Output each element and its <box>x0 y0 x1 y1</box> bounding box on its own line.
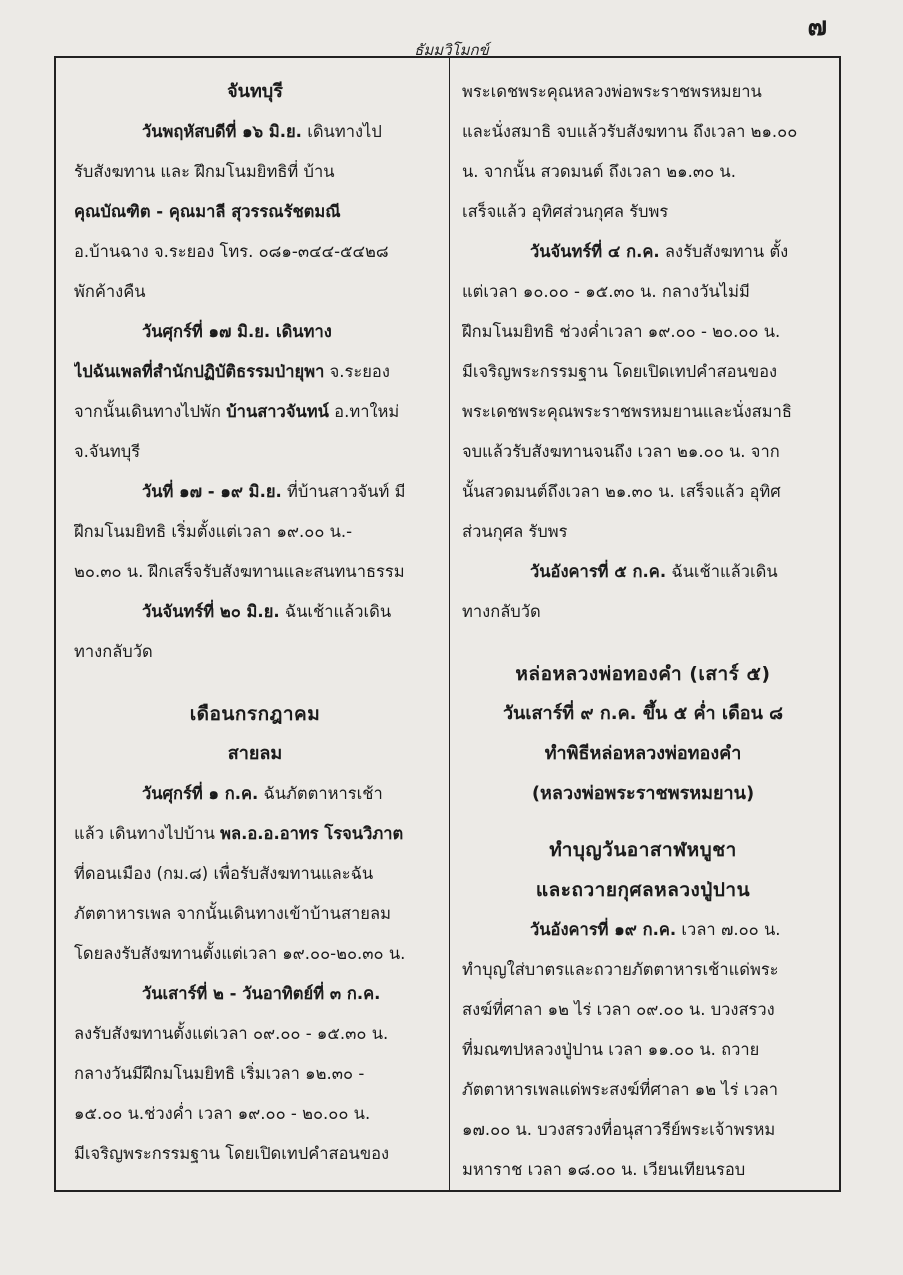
text-line: ส่วนกุศล รับพร <box>462 522 568 541</box>
date-heading: วันจันทร์ที่ ๒๐ มิ.ย. <box>142 602 280 621</box>
event-date: วันเสาร์ที่ ๙ ก.ค. ขึ้น ๕ ค่ำ เดือน ๘ <box>502 703 784 724</box>
text-line <box>74 472 436 512</box>
date-heading: วันศุกร์ที่ ๑๗ มิ.ย. เดินทาง <box>142 322 332 341</box>
column-divider <box>449 58 450 1190</box>
text-run: ลงรับสังฆทาน ตั้ง <box>659 242 789 261</box>
text-line: และนั่งสมาธิ จบแล้วรับสังฆทาน ถึงเวลา ๒๑.๐๐ <box>462 122 798 141</box>
text-line <box>74 192 436 232</box>
event-subheading: (หลวงพ่อพระราชพรหมยาน) <box>531 783 755 804</box>
text-line: โดยลงรับสังฆทานตั้งแต่เวลา ๑๙.๐๐-๒๐.๓๐ น. <box>74 944 406 963</box>
text-line: อ.บ้านฉาง จ.ระยอง โทร. ๐๘๑-๓๔๔-๕๔๒๘ <box>74 242 389 261</box>
event-heading: ทำบุญวันอาสาฬหบูชา <box>549 839 737 861</box>
running-header: ธัมมวิโมกข์ <box>414 41 489 59</box>
event-subheading: ทำพิธีหล่อหลวงพ่อทองคำ <box>544 743 742 764</box>
section-heading: สายลม <box>227 743 283 764</box>
text-line: พักค้างคืน <box>74 282 146 301</box>
text-line <box>462 910 824 950</box>
text-line: ทางกลับวัด <box>462 602 541 621</box>
text-line: ทางกลับวัด <box>74 642 153 661</box>
text-line: จบแล้วรับสังฆทานจนถึง เวลา ๒๑.๐๐ น. จาก <box>462 442 780 461</box>
place-name: ไปฉันเพลที่สำนักปฏิบัติธรรมป่ายุพา <box>74 362 325 381</box>
text-run: แล้ว เดินทางไปบ้าน <box>74 824 221 843</box>
right-column <box>462 72 824 1190</box>
page-frame <box>54 56 841 1192</box>
text-line: นั้นสวดมนต์ถึงเวลา ๒๑.๓๐ น. เสร็จแล้ว อุทิศ <box>462 482 781 501</box>
date-heading: วันศุกร์ที่ ๑ ก.ค. <box>142 784 259 803</box>
text-line: สงฆ์ที่ศาลา ๑๒ ไร่ เวลา ๐๙.๐๐ น. บวงสรวง <box>462 1000 775 1019</box>
text-line <box>462 232 824 272</box>
text-line: ฝึกมโนมยิทธิ ช่วงค่ำเวลา ๑๙.๐๐ - ๒๐.๐๐ น. <box>462 322 781 341</box>
text-line: พระเดชพระคุณพระราชพรหมยานและนั่งสมาธิ <box>462 402 792 421</box>
host-name: พล.อ.อ.อาทร โรจนวิภาต <box>220 824 404 843</box>
event-heading: และถวายกุศลหลวงปู่ปาน <box>535 879 751 901</box>
section-heading: จันทบุรี <box>227 81 283 102</box>
text-line: ภัตตาหารเพลแด่พระสงฆ์ที่ศาลา ๑๒ ไร่ เวลา <box>462 1080 779 1099</box>
date-heading: วันที่ ๑๗ - ๑๙ มิ.ย. <box>142 482 282 501</box>
text-line <box>74 814 436 854</box>
text-run: จากนั้นเดินทางไปพัก <box>74 402 227 421</box>
text-run: ฉันเช้าแล้วเดิน <box>279 602 392 621</box>
text-line: ๒๐.๓๐ น. ฝึกเสร็จรับสังฆทานและสนทนาธรรม <box>74 562 405 581</box>
text-line: ที่มณฑปหลวงปู่ปาน เวลา ๑๑.๐๐ น. ถวาย <box>462 1040 760 1059</box>
text-line: แต่เวลา ๑๐.๐๐ - ๑๕.๓๐ น. กลางวันไม่มี <box>462 282 750 301</box>
text-line: ทำบุญใส่บาตรและถวายภัตตาหารเช้าแด่พระ <box>462 960 779 979</box>
text-line: มีเจริญพระกรรมฐาน โดยเปิดเทปคำสอนของ <box>74 1144 390 1163</box>
text-line <box>74 312 436 352</box>
spacer <box>74 672 436 694</box>
date-heading: วันอังคารที่ ๕ ก.ค. <box>530 562 667 581</box>
text-run: อ.ทาใหม่ <box>328 402 400 421</box>
text-run: เวลา ๗.๐๐ น. <box>676 920 781 939</box>
spacer <box>462 632 824 654</box>
text-run: ที่บ้านสาวจันท์ มี <box>281 482 406 501</box>
text-line <box>74 592 436 632</box>
text-line: มหาราช เวลา ๑๘.๐๐ น. เวียนเทียนรอบ <box>462 1160 746 1179</box>
text-line: พระเดชพระคุณหลวงพ่อพระราชพรหมยาน <box>462 82 762 101</box>
text-line: ๑๗.๐๐ น. บวงสรวงที่อนุสาวรีย์พระเจ้าพรหม <box>462 1120 776 1139</box>
date-heading: วันอังคารที่ ๑๙ ก.ค. <box>530 920 677 939</box>
text-line: กลางวันมีฝึกมโนมยิทธิ เริ่มเวลา ๑๒.๓๐ - <box>74 1064 365 1083</box>
event-heading: หล่อหลวงพ่อทองคำ (เสาร์ ๕) <box>515 663 771 685</box>
month-heading: เดือนกรกฎาคม <box>189 703 321 725</box>
text-line <box>462 552 824 592</box>
text-line <box>74 392 436 432</box>
date-heading: วันพฤหัสบดีที่ ๑๖ มิ.ย. <box>142 122 302 141</box>
page-number: ๗ <box>807 12 827 42</box>
text-line: มีเจริญพระกรรมฐาน โดยเปิดเทปคำสอนของ <box>462 362 778 381</box>
text-line: รับสังฆทาน และ ฝึกมโนมยิทธิที่ บ้าน <box>74 162 335 181</box>
text-run: เดินทางไป <box>301 122 382 141</box>
date-heading: วันจันทร์ที่ ๔ ก.ค. <box>530 242 660 261</box>
text-line: จ.จันทบุรี <box>74 442 141 461</box>
host-name: คุณบัณฑิต - คุณมาลี สุวรรณรัชตมณี <box>74 202 341 221</box>
text-run: จ.ระยอง <box>324 362 390 381</box>
text-line: ลงรับสังฆทานตั้งแต่เวลา ๐๙.๐๐ - ๑๕.๓๐ น. <box>74 1024 389 1043</box>
left-column <box>74 72 436 1174</box>
spacer <box>462 814 824 830</box>
place-name: บ้านสาวจันทน์ <box>226 402 329 421</box>
text-line <box>74 774 436 814</box>
text-line: ๑๕.๐๐ น.ช่วงค่ำ เวลา ๑๙.๐๐ - ๒๐.๐๐ น. <box>74 1104 371 1123</box>
text-line: ฝึกมโนมยิทธิ เริ่มตั้งแต่เวลา ๑๙.๐๐ น.- <box>74 522 353 541</box>
text-line <box>74 352 436 392</box>
text-line: เสร็จแล้ว อุทิศส่วนกุศล รับพร <box>462 202 669 221</box>
text-line <box>74 974 436 1014</box>
text-line: น. จากนั้น สวดมนต์ ถึงเวลา ๒๑.๓๐ น. <box>462 162 736 181</box>
text-run: ฉันภัตตาหารเช้า <box>258 784 383 803</box>
text-line: ภัตตาหารเพล จากนั้นเดินทางเข้าบ้านสายลม <box>74 904 391 923</box>
date-heading: วันเสาร์ที่ ๒ - วันอาทิตย์ที่ ๓ ก.ค. <box>142 984 381 1003</box>
text-run: ฉันเช้าแล้วเดิน <box>666 562 778 581</box>
text-line <box>74 112 436 152</box>
text-line: ที่ดอนเมือง (กม.๘) เพื่อรับสังฆทานและฉัน <box>74 864 374 883</box>
